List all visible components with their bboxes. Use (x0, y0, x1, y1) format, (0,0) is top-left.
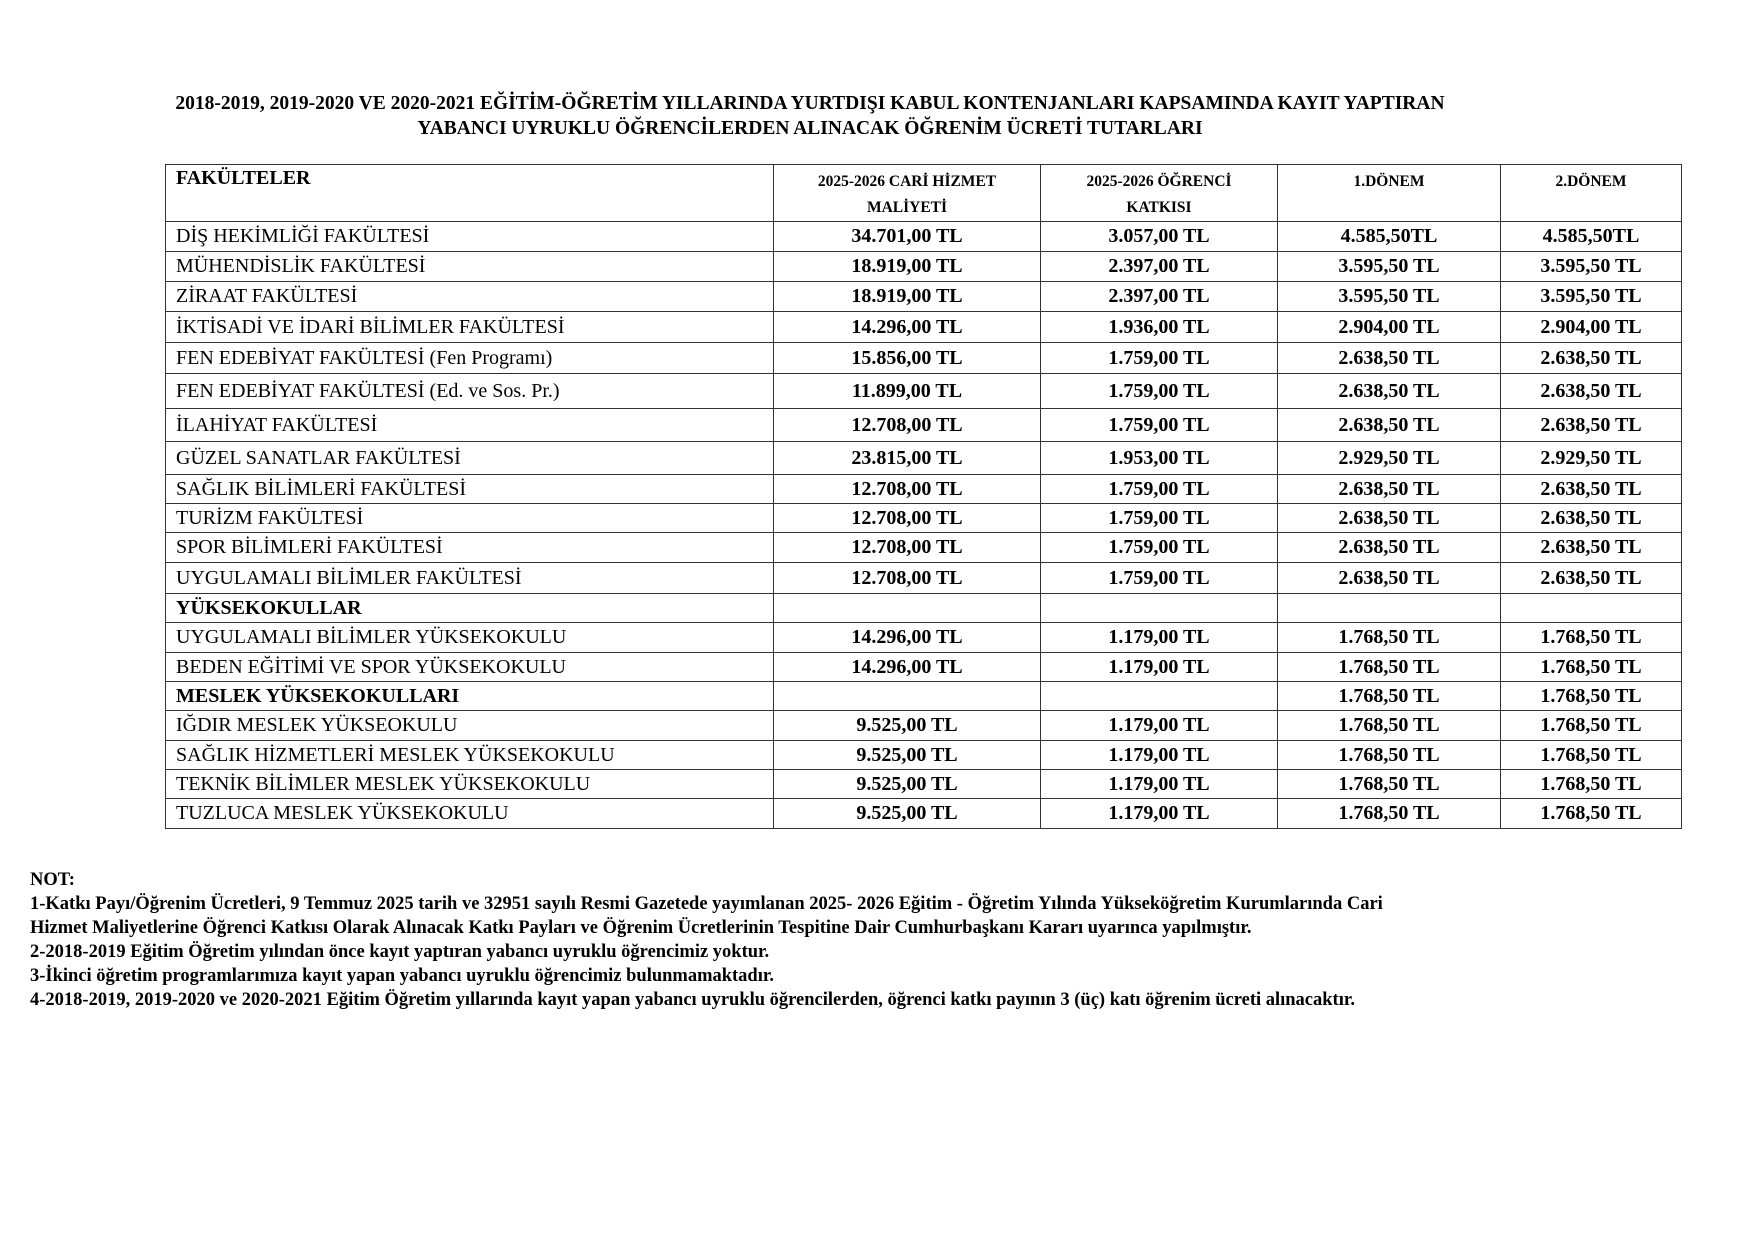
cell-term-1: 3.595,50 TL (1278, 282, 1501, 312)
cell-term-1: 2.638,50 TL (1278, 533, 1501, 563)
cell-student-contribution: 1.759,00 TL (1041, 533, 1278, 563)
title-line-1: 2018-2019, 2019-2020 VE 2020-2021 EĞİTİM-ÖĞRETİM YILLARINDA YURTDIŞI KABUL KONTENJANLARI KAPSAMINDA KAYIT YAPTIRAN (175, 93, 1445, 114)
cell-term-2: 2.638,50 TL (1501, 409, 1682, 442)
table-row (166, 711, 1682, 741)
cell-term-2: 1.768,50 TL (1501, 711, 1682, 741)
cell-term-2: 1.768,50 TL (1501, 623, 1682, 653)
table-header-row (166, 165, 1682, 222)
cell-term-1: 1.768,50 TL (1278, 682, 1501, 711)
cell-term-2: 1.768,50 TL (1501, 741, 1682, 770)
cell-term-2: 1.768,50 TL (1501, 770, 1682, 799)
cell-student-contribution (1041, 594, 1278, 623)
cell-term-1: 3.595,50 TL (1278, 252, 1501, 282)
cell-term-1: 2.638,50 TL (1278, 343, 1501, 374)
cell-unit-name: UYGULAMALI BİLİMLER YÜKSEKOKULU (166, 623, 774, 653)
table-row (166, 504, 1682, 533)
cell-term-1: 2.638,50 TL (1278, 504, 1501, 533)
cell-term-2: 3.595,50 TL (1501, 282, 1682, 312)
cell-term-2: 4.585,50TL (1501, 222, 1682, 252)
cell-term-2: 1.768,50 TL (1501, 799, 1682, 829)
table-row (166, 653, 1682, 682)
cell-unit-name: IĞDIR MESLEK YÜKSEOKULU (166, 711, 774, 741)
header-contribution-line1: 2025-2026 ÖĞRENCİ (1086, 173, 1232, 190)
cell-term-2: 2.904,00 TL (1501, 312, 1682, 343)
cell-term-2: 2.929,50 TL (1501, 442, 1682, 475)
cell-service-cost: 9.525,00 TL (774, 799, 1041, 829)
header-faculties: FAKÜLTELER (166, 165, 774, 222)
notes-section (30, 868, 1730, 1012)
note-line: 1-Katkı Payı/Öğrenim Ücretleri, 9 Temmuz 2025 tarih ve 32951 sayılı Resmi Gazetede yayımlanan 2025- 2026 Eğitim - Öğretim Yılında Yükseköğretim Kurumlarında Cari (30, 894, 1383, 914)
cell-unit-name: YÜKSEKOKULLAR (166, 594, 774, 623)
cell-service-cost: 12.708,00 TL (774, 409, 1041, 442)
cell-student-contribution: 1.179,00 TL (1041, 623, 1278, 653)
cell-student-contribution: 1.759,00 TL (1041, 343, 1278, 374)
cell-term-1: 2.638,50 TL (1278, 475, 1501, 504)
header-contribution-line2: KATKISI (1126, 199, 1192, 216)
table-row (166, 563, 1682, 594)
cell-term-1: 2.638,50 TL (1278, 409, 1501, 442)
cell-unit-name: MÜHENDİSLİK FAKÜLTESİ (166, 252, 774, 282)
cell-service-cost: 14.296,00 TL (774, 312, 1041, 343)
header-service-cost-line2: MALİYETİ (866, 199, 948, 216)
cell-term-1: 1.768,50 TL (1278, 711, 1501, 741)
cell-service-cost: 14.296,00 TL (774, 623, 1041, 653)
table-row (166, 222, 1682, 252)
cell-service-cost: 23.815,00 TL (774, 442, 1041, 475)
cell-service-cost: 12.708,00 TL (774, 475, 1041, 504)
cell-service-cost: 18.919,00 TL (774, 282, 1041, 312)
header-student-contribution (1041, 165, 1278, 222)
table-row (166, 442, 1682, 475)
fee-table (165, 164, 1682, 829)
cell-unit-name: BEDEN EĞİTİMİ VE SPOR YÜKSEKOKULU (166, 653, 774, 682)
cell-term-1: 1.768,50 TL (1278, 799, 1501, 829)
header-term-2: 2.DÖNEM (1501, 165, 1682, 222)
cell-term-2: 2.638,50 TL (1501, 475, 1682, 504)
note-line: 2-2018-2019 Eğitim Öğretim yılından önce kayıt yaptıran yabancı uyruklu öğrencimiz yoktur. (30, 942, 770, 962)
cell-unit-name: SPOR BİLİMLERİ FAKÜLTESİ (166, 533, 774, 563)
cell-term-2: 2.638,50 TL (1501, 374, 1682, 409)
cell-term-2: 3.595,50 TL (1501, 252, 1682, 282)
cell-service-cost (774, 594, 1041, 623)
cell-term-1: 2.638,50 TL (1278, 563, 1501, 594)
cell-unit-name: FEN EDEBİYAT FAKÜLTESİ (Fen Programı) (166, 343, 774, 374)
cell-student-contribution: 1.759,00 TL (1041, 374, 1278, 409)
header-service-cost (774, 165, 1041, 222)
cell-service-cost: 12.708,00 TL (774, 533, 1041, 563)
cell-service-cost: 18.919,00 TL (774, 252, 1041, 282)
cell-term-1: 1.768,50 TL (1278, 653, 1501, 682)
header-service-cost-line1: 2025-2026 CARİ HİZMET (817, 173, 997, 190)
cell-term-1: 2.638,50 TL (1278, 374, 1501, 409)
document-title (0, 91, 1620, 141)
cell-unit-name: MESLEK YÜKSEKOKULLARI (166, 682, 774, 711)
table-row (166, 252, 1682, 282)
table-row (166, 409, 1682, 442)
cell-service-cost: 15.856,00 TL (774, 343, 1041, 374)
cell-service-cost: 34.701,00 TL (774, 222, 1041, 252)
cell-student-contribution: 1.953,00 TL (1041, 442, 1278, 475)
cell-term-2: 2.638,50 TL (1501, 563, 1682, 594)
cell-service-cost: 11.899,00 TL (774, 374, 1041, 409)
note-line: Hizmet Maliyetlerine Öğrenci Katkısı Olarak Alınacak Katkı Payları ve Öğrenim Ücretlerinin Tespitine Dair Cumhurbaşkanı Kararı uyarınca yapılmıştır. (30, 918, 1252, 938)
cell-student-contribution: 2.397,00 TL (1041, 282, 1278, 312)
cell-term-1: 1.768,50 TL (1278, 741, 1501, 770)
fee-table-body (166, 222, 1682, 829)
note-line: 4-2018-2019, 2019-2020 ve 2020-2021 Eğitim Öğretim yıllarında kayıt yapan yabancı uyruklu öğrencilerden, öğrenci katkı payının 3 (üç) katı öğrenim ücreti alınacaktır. (30, 990, 1355, 1010)
cell-term-1 (1278, 594, 1501, 623)
table-row (166, 623, 1682, 653)
cell-service-cost: 9.525,00 TL (774, 741, 1041, 770)
cell-term-1: 1.768,50 TL (1278, 623, 1501, 653)
cell-student-contribution: 1.759,00 TL (1041, 504, 1278, 533)
cell-service-cost (774, 682, 1041, 711)
cell-unit-name: TURİZM FAKÜLTESİ (166, 504, 774, 533)
table-row (166, 741, 1682, 770)
cell-student-contribution: 1.179,00 TL (1041, 799, 1278, 829)
header-term-1: 1.DÖNEM (1278, 165, 1501, 222)
cell-student-contribution (1041, 682, 1278, 711)
cell-student-contribution: 1.179,00 TL (1041, 741, 1278, 770)
cell-unit-name: TEKNİK BİLİMLER MESLEK YÜKSEKOKULU (166, 770, 774, 799)
cell-term-2: 1.768,50 TL (1501, 653, 1682, 682)
cell-unit-name: UYGULAMALI BİLİMLER FAKÜLTESİ (166, 563, 774, 594)
cell-term-2 (1501, 594, 1682, 623)
cell-student-contribution: 2.397,00 TL (1041, 252, 1278, 282)
cell-unit-name: SAĞLIK HİZMETLERİ MESLEK YÜKSEKOKULU (166, 741, 774, 770)
notes-heading: NOT: (30, 870, 75, 890)
cell-student-contribution: 1.759,00 TL (1041, 563, 1278, 594)
table-row (166, 533, 1682, 563)
cell-unit-name: İLAHİYAT FAKÜLTESİ (166, 409, 774, 442)
cell-term-1: 1.768,50 TL (1278, 770, 1501, 799)
section-header-row (166, 682, 1682, 711)
cell-unit-name: ZİRAAT FAKÜLTESİ (166, 282, 774, 312)
cell-term-1: 4.585,50TL (1278, 222, 1501, 252)
table-row (166, 343, 1682, 374)
cell-term-1: 2.929,50 TL (1278, 442, 1501, 475)
cell-student-contribution: 3.057,00 TL (1041, 222, 1278, 252)
table-row (166, 312, 1682, 343)
table-row (166, 374, 1682, 409)
cell-student-contribution: 1.179,00 TL (1041, 653, 1278, 682)
cell-service-cost: 9.525,00 TL (774, 770, 1041, 799)
cell-unit-name: GÜZEL SANATLAR FAKÜLTESİ (166, 442, 774, 475)
cell-student-contribution: 1.759,00 TL (1041, 409, 1278, 442)
cell-term-2: 1.768,50 TL (1501, 682, 1682, 711)
cell-unit-name: SAĞLIK BİLİMLERİ FAKÜLTESİ (166, 475, 774, 504)
table-row (166, 282, 1682, 312)
cell-term-1: 2.904,00 TL (1278, 312, 1501, 343)
cell-service-cost: 14.296,00 TL (774, 653, 1041, 682)
cell-unit-name: DİŞ HEKİMLİĞİ FAKÜLTESİ (166, 222, 774, 252)
cell-term-2: 2.638,50 TL (1501, 504, 1682, 533)
table-row (166, 799, 1682, 829)
cell-unit-name: TUZLUCA MESLEK YÜKSEKOKULU (166, 799, 774, 829)
cell-student-contribution: 1.179,00 TL (1041, 711, 1278, 741)
cell-service-cost: 12.708,00 TL (774, 563, 1041, 594)
table-row (166, 475, 1682, 504)
cell-student-contribution: 1.759,00 TL (1041, 475, 1278, 504)
cell-student-contribution: 1.179,00 TL (1041, 770, 1278, 799)
cell-term-2: 2.638,50 TL (1501, 533, 1682, 563)
title-line-2: YABANCI UYRUKLU ÖĞRENCİLERDEN ALINACAK ÖĞRENİM ÜCRETİ TUTARLARI (417, 118, 1203, 139)
cell-unit-name: FEN EDEBİYAT FAKÜLTESİ (Ed. ve Sos. Pr.) (166, 374, 774, 409)
cell-unit-name: İKTİSADİ VE İDARİ BİLİMLER FAKÜLTESİ (166, 312, 774, 343)
cell-term-2: 2.638,50 TL (1501, 343, 1682, 374)
note-line: 3-İkinci öğretim programlarımıza kayıt yapan yabancı uyruklu öğrencimiz bulunmamaktadır. (30, 966, 774, 986)
cell-student-contribution: 1.936,00 TL (1041, 312, 1278, 343)
table-row (166, 770, 1682, 799)
section-header-row (166, 594, 1682, 623)
cell-service-cost: 12.708,00 TL (774, 504, 1041, 533)
cell-service-cost: 9.525,00 TL (774, 711, 1041, 741)
